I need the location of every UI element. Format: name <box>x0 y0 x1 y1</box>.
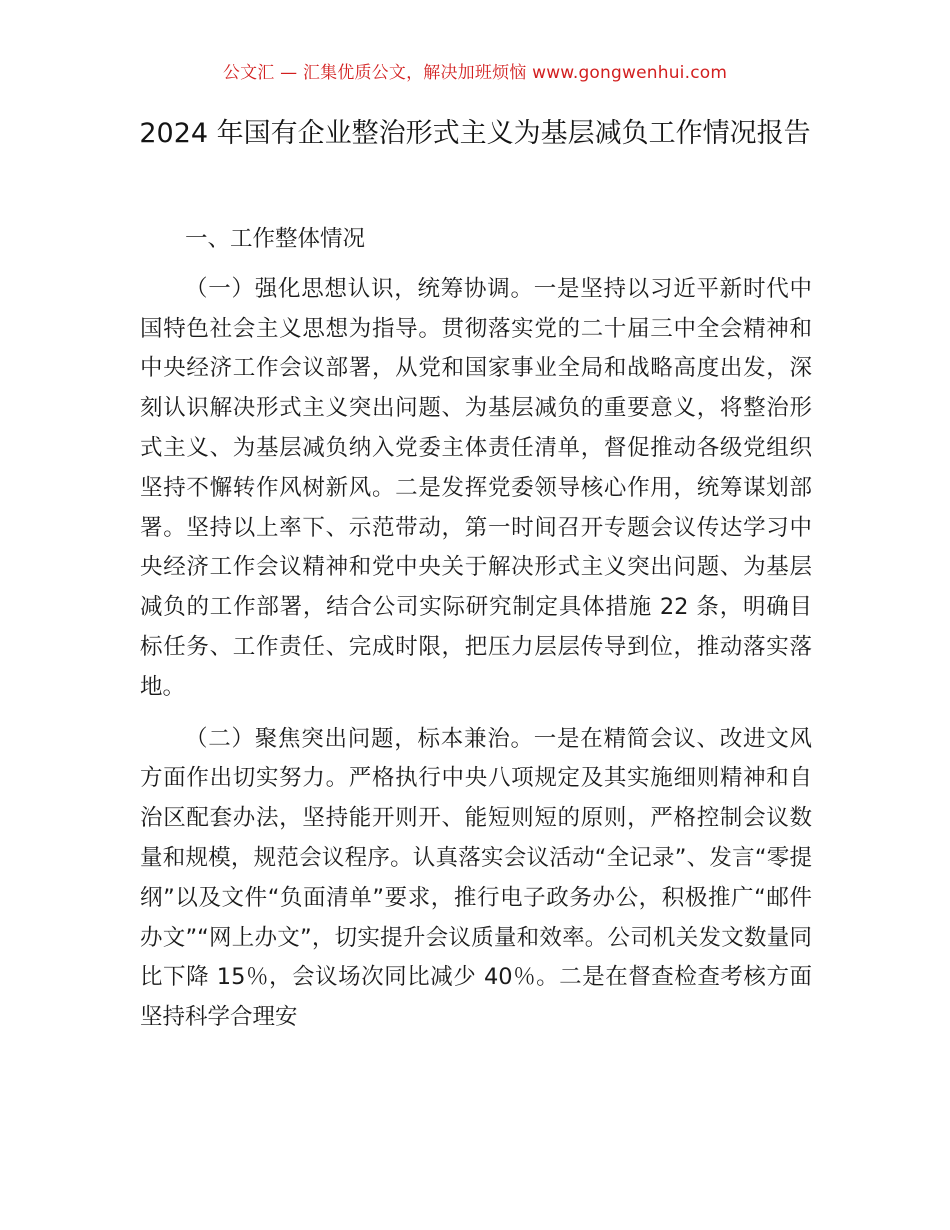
section-heading: 一、工作整体情况 <box>185 226 366 252</box>
header-banner: 公文汇 — 汇集优质公文，解决加班烦恼 www.gongwenhui.com <box>222 63 728 83</box>
paragraph-2: （二）聚焦突出问题，标本兼治。一是在精简会议、改进文风方面作出切实努力。严格执行中央八项规定及其实施细则精神和自治区配套办法，坚持能开则开、能短则短的原则，严格控制会议数量和规模，规范会议程序。认真落实会议活动“全记录”、发言“零提纲”以及文件“负面清单”要求，推行电子政务办公，积极推广“邮件办文”“网上办文”，切实提升会议质量和效率。公司机关发文数量同比下降 15％，会议场次同比减少 40％。二是在督查检查考核方面坚持科学合理安 <box>140 725 812 1031</box>
document-title: 2024 年国有企业整治形式主义为基层减负工作情况报告 <box>139 118 811 149</box>
document-body <box>140 220 812 1050</box>
paragraph-1: （一）强化思想认识，统筹协调。一是坚持以习近平新时代中国特色社会主义思想为指导。贯彻落实党的二十届三中全会精神和中央经济工作会议部署，从党和国家事业全局和战略高度出发，深刻认识解决形式主义突出问题、为基层减负的重要意义，将整治形式主义、为基层减负纳入党委主体责任清单，督促推动各级党组织坚持不懈转作风树新风。二是发挥党委领导核心作用，统筹谋划部署。坚持以上率下、示范带动，第一时间召开专题会议传达学习中央经济工作会议精神和党中央关于解决形式主义突出问题、为基层减负的工作部署，结合公司实际研究制定具体措施 22 条，明确目标任务、工作责任、完成时限，把压力层层传导到位，推动落实落地。 <box>140 275 812 700</box>
